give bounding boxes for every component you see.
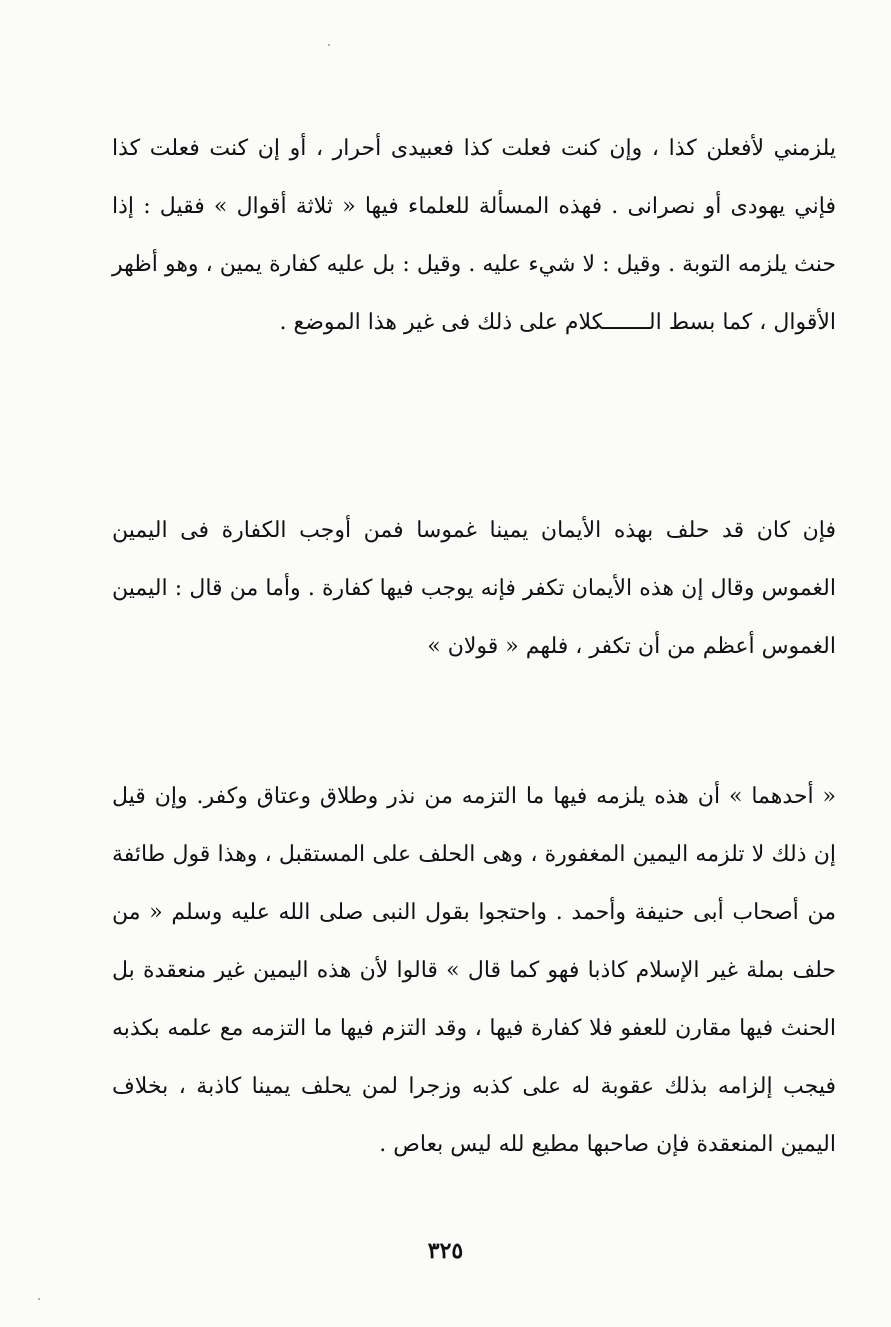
scan-speck xyxy=(38,1298,40,1300)
paragraph-text: فإن كان قد حلف بهذه الأيمان يمينا غموسا فمن أوجب الكفارة فى اليمين الغموس وقال إن هذه الأيمان تكفر فإنه يوجب فيها كفارة . وأما من قال : اليمين الغموس أعظم من أن تكفر ، فلهم « قولان » xyxy=(112,518,836,659)
paragraph-3 xyxy=(112,768,836,1174)
scan-speck xyxy=(328,44,330,46)
paragraph-1 xyxy=(112,120,836,352)
paragraph-2 xyxy=(112,502,836,676)
paragraph-text: يلزمني لأفعلن كذا ، وإن كنت فعلت كذا فعبيدى أحرار ، أو إن كنت فعلت كذا فإني يهودى أو نصرانى . فهذه المسألة للعلماء فيها « ثلاثة أقوال » فقيل : إذا حنث يلزمه التوبة . وقيل : لا شيء عليه . وقيل : بل عليه كفارة يمين ، وهو أظهر الأقوال ، كما بسط الـــــــكلام على ذلك فى غير هذا الموضع . xyxy=(112,136,836,335)
page-number: ٣٢٥ xyxy=(427,1238,464,1264)
paragraph-text: « أحدهما » أن هذه يلزمه فيها ما التزمه من نذر وطلاق وعتاق وكفر. وإن قيل إن ذلك لا تلزمه اليمين المغفورة ، وهى الحلف على المستقبل ، وهذا قول طائفة من أصحاب أبى حنيفة وأحمد . واحتجوا بقول النبى صلى الله عليه وسلم « من حلف بملة غير الإسلام كاذبا فهو كما قال » قالوا لأن هذه اليمين غير منعقدة بل الحنث فيها مقارن للعفو فلا كفارة فيها ، وقد التزم فيها ما التزمه مع علمه بكذبه فيجب إلزامه بذلك عقوبة له على كذبه وزجرا لمن يحلف يمينا كاذبة ، بخلاف اليمين المنعقدة فإن صاحبها مطيع لله ليس بعاص . xyxy=(112,784,836,1157)
